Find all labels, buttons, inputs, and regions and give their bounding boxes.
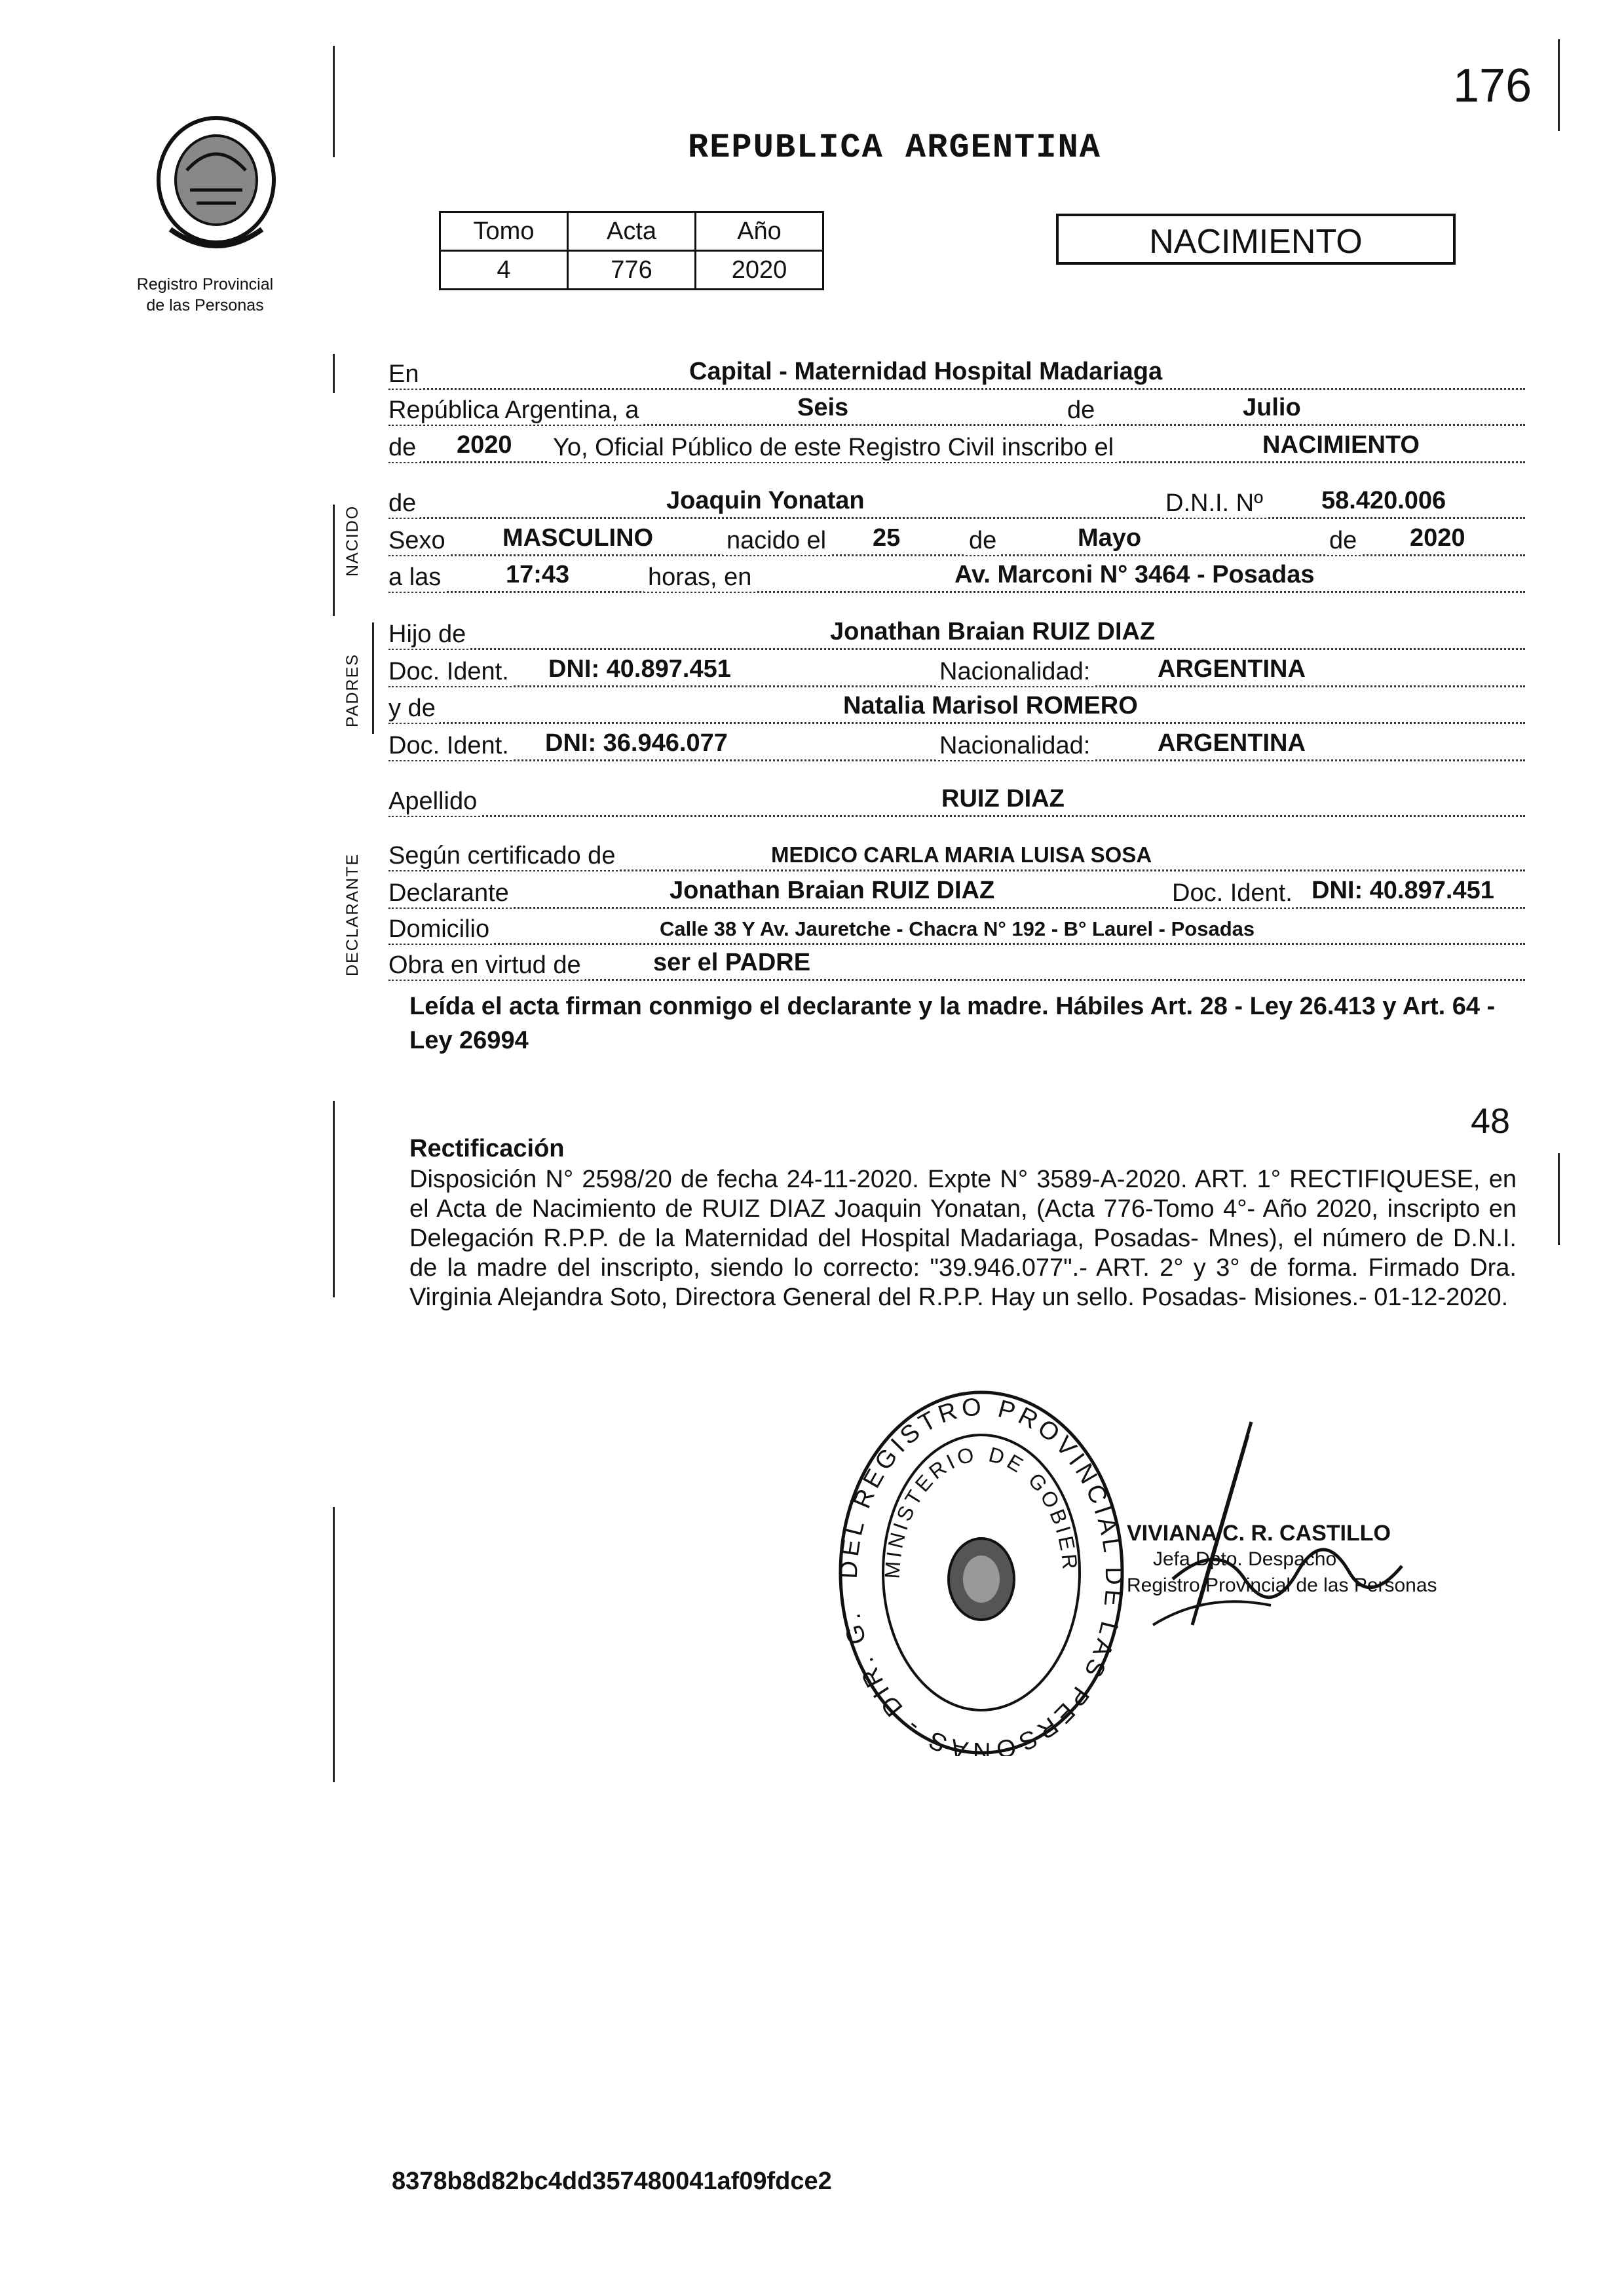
rectification-title: Rectificación	[409, 1135, 565, 1162]
field-month: Julio	[1240, 394, 1304, 422]
register-table-header-row	[440, 212, 823, 251]
seal-inner-text: MINISTERIO DE GOBIER	[880, 1442, 1083, 1580]
side-label-padres: PADRES	[343, 653, 362, 727]
margin-line	[333, 1101, 335, 1297]
margin-line	[333, 505, 335, 616]
row-declarant	[388, 875, 1525, 914]
register-value-tomo: 4	[440, 251, 568, 290]
label-domicilio: Domicilio	[388, 915, 493, 944]
label-sexo: Sexo	[388, 527, 449, 555]
row-mother	[388, 690, 1525, 729]
label-declarante: Declarante	[388, 879, 513, 907]
row-time	[388, 559, 1525, 598]
field-sex: MASCULINO	[500, 524, 656, 552]
field-father-nationality: ARGENTINA	[1155, 655, 1308, 683]
row-name	[388, 485, 1525, 524]
row-surname	[388, 783, 1525, 822]
document-type-box: NACIMIENTO	[1056, 214, 1456, 265]
register-value-acta: 776	[568, 251, 696, 290]
field-day: Seis	[795, 394, 851, 422]
margin-line	[372, 622, 374, 734]
label-de: de	[1063, 396, 1099, 425]
field-address-birth: Av. Marconi N° 3464 - Posadas	[952, 561, 1317, 589]
field-name: Joaquin Yonatan	[664, 487, 867, 515]
field-domicile: Calle 38 Y Av. Jauretche - Chacra N° 192 - B° Laurel - Posadas	[657, 917, 1257, 941]
field-obra: ser el PADRE	[651, 949, 813, 977]
row-father	[388, 616, 1525, 655]
label-nacido: nacido el	[723, 527, 830, 555]
marginal-number: 48	[1471, 1101, 1511, 1141]
label-nat-mother: Nacionalidad:	[935, 732, 1094, 760]
row-date	[388, 392, 1525, 431]
label-alas: a las	[388, 563, 445, 592]
signatory-org: Registro Provincial de las Personas	[1127, 1575, 1437, 1596]
field-year: 2020	[454, 431, 515, 459]
row-domicile	[388, 911, 1525, 950]
label-de-name: de	[388, 489, 420, 518]
field-mother-nationality: ARGENTINA	[1155, 729, 1308, 757]
page-number: 176	[1453, 60, 1532, 112]
label-oficial: Yo, Oficial Público de este Registro Civil inscribo el	[549, 434, 1118, 462]
register-header-acta: Acta	[568, 212, 696, 251]
register-value-anio: 2020	[696, 251, 823, 290]
registry-name	[117, 274, 293, 316]
field-place: Capital - Maternidad Hospital Madariaga	[687, 358, 1165, 386]
field-act-type: NACIMIENTO	[1260, 431, 1422, 459]
row-mother-doc	[388, 727, 1525, 767]
signatory-name: VIVIANA C. R. CASTILLO	[1127, 1521, 1391, 1546]
seal-outer-text: DEL REGISTRO PROVINCIAL DE LAS PERSONAS - DIR. G.	[835, 1393, 1128, 1756]
signature-block	[1127, 1520, 1437, 1599]
label-yde: y de	[388, 695, 440, 723]
label-dni: D.N.I. Nº	[1161, 489, 1267, 518]
label-doc-mother: Doc. Ident.	[388, 732, 513, 760]
document-hash: 8378b8d82bc4dd357480041af09fdce2	[392, 2168, 832, 2195]
field-dni: 58.420.006	[1319, 487, 1448, 515]
registry-name-line1: Registro Provincial	[136, 275, 274, 294]
register-table-value-row	[440, 251, 823, 290]
label-obra: Obra en virtud de	[388, 951, 585, 980]
country-title: REPUBLICA ARGENTINA	[688, 128, 1101, 167]
legal-note: Leída el acta firman conmigo el declarante y la madre. Hábiles Art. 28 - Ley 26.413 y Art. 64 - Ley 26994	[409, 993, 1496, 1054]
label-hijo: Hijo de	[388, 621, 470, 649]
field-mother-doc: DNI: 36.946.077	[542, 729, 730, 757]
field-father-doc: DNI: 40.897.451	[546, 655, 734, 683]
row-place	[388, 356, 1525, 395]
side-label-declarante: DECLARANTE	[343, 852, 362, 976]
field-declarant-doc: DNI: 40.897.451	[1309, 877, 1497, 905]
field-birth-day: 25	[870, 524, 903, 552]
row-certificate	[388, 837, 1525, 877]
label-apellido: Apellido	[388, 788, 481, 816]
register-header-tomo: Tomo	[440, 212, 568, 251]
field-declarant: Jonathan Braian RUIZ DIAZ	[667, 877, 997, 905]
field-surname: RUIZ DIAZ	[939, 785, 1067, 813]
row-oficial	[388, 429, 1525, 468]
register-table	[439, 211, 824, 290]
label-doc-father: Doc. Ident.	[388, 658, 513, 686]
label-segun: Según certificado de	[388, 842, 619, 870]
margin-line	[333, 46, 335, 157]
label-de-year2: de	[1325, 527, 1361, 555]
row-father-doc	[388, 653, 1525, 693]
province-logo	[151, 111, 282, 262]
field-certificate: MEDICO CARLA MARIA LUISA SOSA	[768, 843, 1154, 868]
rectification-body: Disposición N° 2598/20 de fecha 24-11-2020. Expte N° 3589-A-2020. ART. 1° RECTIFIQUESE, en el Acta de Nacimiento de RUIZ DIAZ Joaquin Yonatan, (Acta 776-Tomo 4°- Año 2020, inscripto en Delegación R.P.P. de la Maternidad del Hospital Madariaga, Posadas- Mnes), el número de D.N.I. de la madre del inscripto, siendo lo correcto: "39.946.077".- ART. 2° y 3° de forma. Firmado Dra. Virginia Alejandra Soto, Directora General del R.P.P. Hay un sello. Posadas- Misiones.- 01-12-2020.	[409, 1166, 1517, 1311]
label-republica: República Argentina, a	[388, 396, 643, 425]
margin-line	[1558, 39, 1560, 131]
margin-line	[1558, 1153, 1560, 1245]
label-horas: horas, en	[644, 563, 755, 592]
margin-line	[333, 354, 335, 393]
registry-name-line2: de las Personas	[146, 296, 264, 315]
signatory-title: Jefa Dpto. Despacho	[1153, 1548, 1337, 1570]
label-de-year: de	[388, 434, 420, 462]
field-mother: Natalia Marisol ROMERO	[840, 692, 1141, 720]
row-sex	[388, 522, 1525, 562]
label-doc-declarant: Doc. Ident.	[1168, 879, 1296, 907]
label-de-month: de	[965, 527, 1000, 555]
row-obra	[388, 947, 1525, 986]
label-en: En	[388, 360, 423, 389]
field-father: Jonathan Braian RUIZ DIAZ	[827, 618, 1158, 646]
field-birth-month: Mayo	[1075, 524, 1144, 552]
side-label-nacido: NACIDO	[343, 505, 362, 577]
margin-line	[333, 1507, 335, 1782]
register-header-anio: Año	[696, 212, 823, 251]
label-nat-father: Nacionalidad:	[935, 658, 1094, 686]
field-birth-year: 2020	[1407, 524, 1468, 552]
field-time: 17:43	[503, 561, 572, 589]
